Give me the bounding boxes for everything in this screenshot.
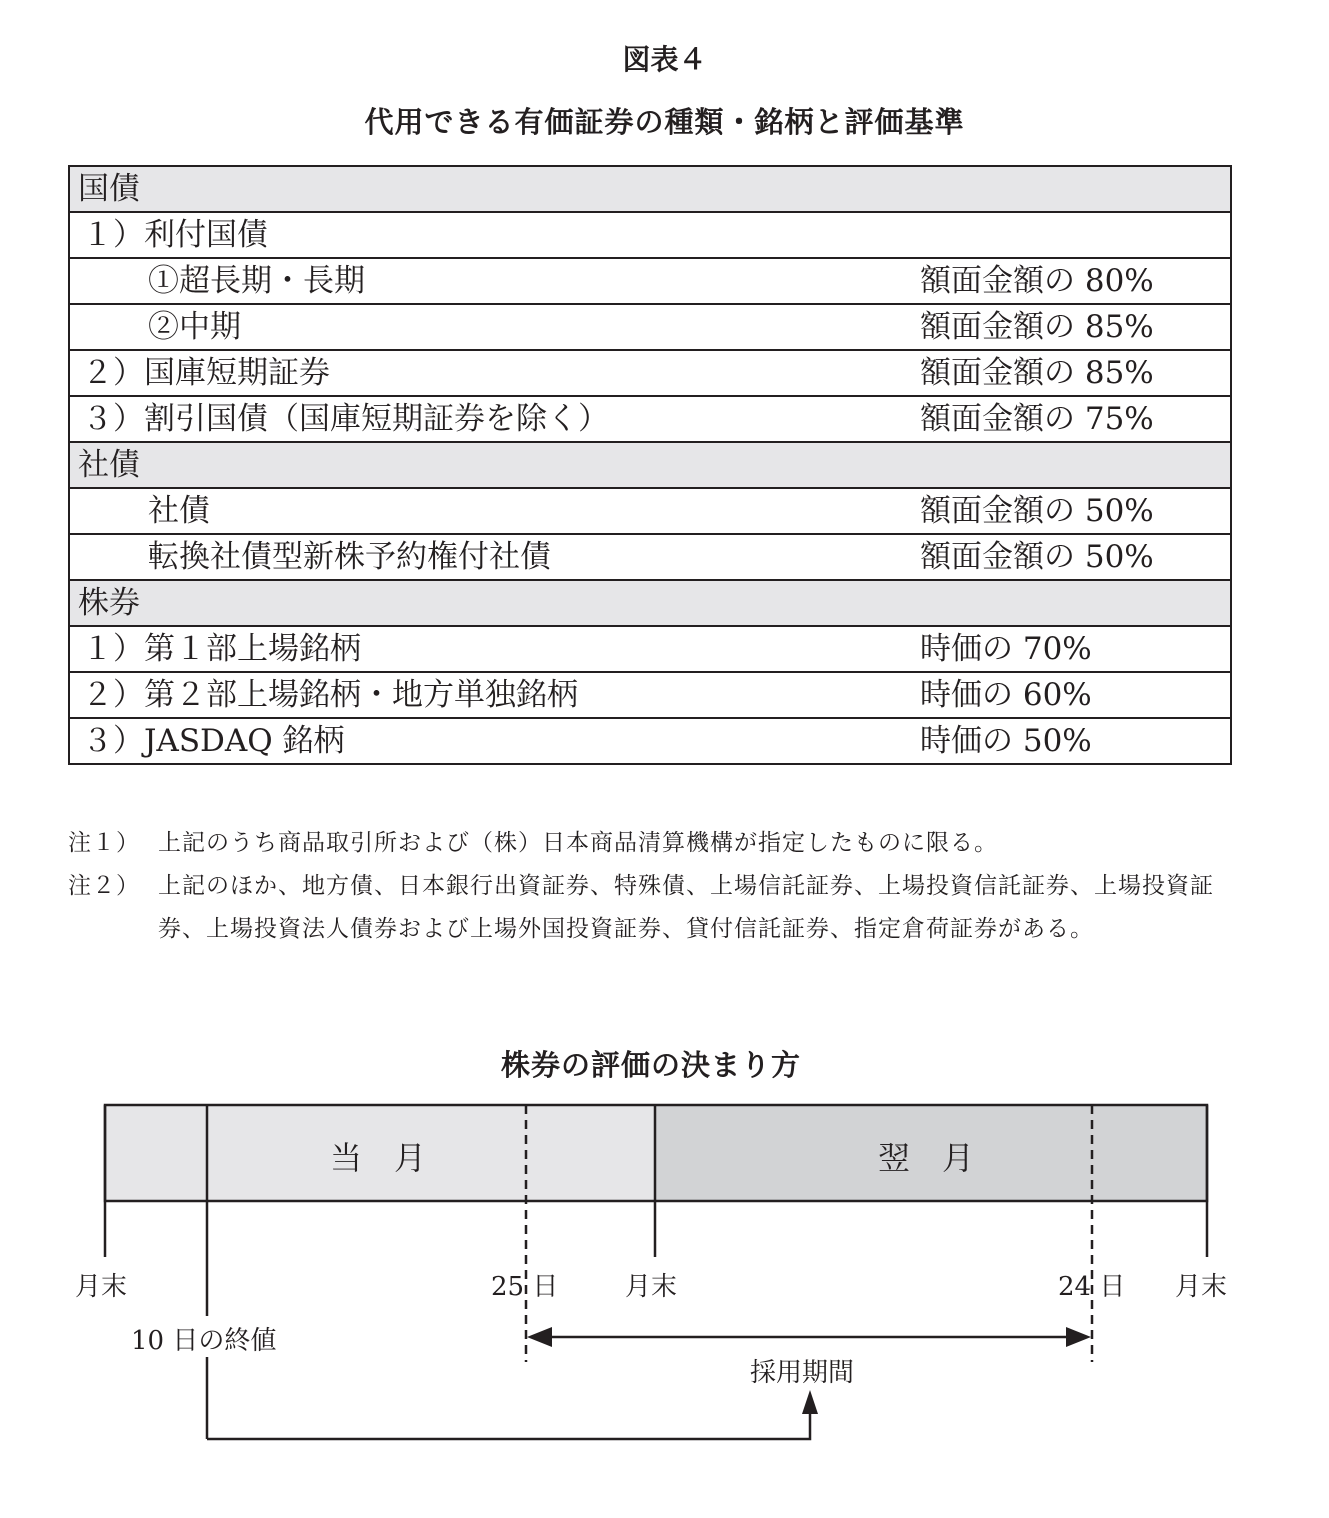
close-to-period-connector xyxy=(207,1412,810,1439)
day-24-label: 24 日 xyxy=(1058,1272,1126,1302)
security-name: ３）JASDAQ 銘柄 xyxy=(69,718,920,764)
next-month-label: 翌 月 xyxy=(878,1139,975,1177)
note-text: 上記のうち商品取引所および（株）日本商品清算機構が指定したものに限る。 xyxy=(158,830,998,856)
category-name: 国債 xyxy=(69,166,920,212)
security-name: １）第１部上場銘柄 xyxy=(69,626,920,672)
arrowhead-right-icon xyxy=(1066,1327,1091,1347)
note-tag: 注１） xyxy=(68,830,140,856)
security-name: 転換社債型新株予約権付社債 xyxy=(69,534,920,580)
valuation-rate: 時価の 60% xyxy=(920,672,1231,718)
figure-label: 図表４ xyxy=(622,43,707,76)
arrowhead-left-icon xyxy=(527,1327,552,1347)
security-name: ①超長期・長期 xyxy=(69,258,920,304)
note-tag: 注２） xyxy=(68,873,140,899)
valuation-rate: 額面金額の 80% xyxy=(920,258,1231,304)
security-name: ２）国庫短期証券 xyxy=(69,350,920,396)
valuation-rate: 額面金額の 85% xyxy=(920,350,1231,396)
valuation-rate: 額面金額の 50% xyxy=(920,534,1231,580)
current-month-label: 当 月 xyxy=(330,1139,427,1177)
next-month-band xyxy=(655,1105,1207,1201)
valuation-rate: 額面金額の 75% xyxy=(920,396,1231,442)
valuation-rate: 時価の 50% xyxy=(920,718,1231,764)
security-name: １）利付国債 xyxy=(69,212,920,258)
security-name: 社債 xyxy=(69,488,920,534)
month-end-label-2: 月末 xyxy=(625,1272,678,1302)
valuation-rate: 額面金額の 50% xyxy=(920,488,1231,534)
arrowhead-up-icon xyxy=(802,1390,818,1414)
figure-title: 代用できる有価証券の種類・銘柄と評価基準 xyxy=(364,105,965,139)
valuation-rate: 時価の 70% xyxy=(920,626,1231,672)
category-name: 株券 xyxy=(69,580,920,626)
valuation-rate: 額面金額の 85% xyxy=(920,304,1231,350)
month-end-label-3: 月末 xyxy=(1175,1272,1228,1302)
diagram-title: 株券の評価の決まり方 xyxy=(500,1048,801,1082)
security-name: ３）割引国債（国庫短期証券を除く） xyxy=(69,396,920,442)
security-name: ②中期 xyxy=(69,304,920,350)
current-month-band xyxy=(105,1105,655,1201)
month-end-label-1: 月末 xyxy=(75,1272,128,1302)
close-price-10th-label: 10 日の終値 xyxy=(131,1320,276,1357)
category-name: 社債 xyxy=(69,442,920,488)
adoption-period-label: 採用期間 xyxy=(750,1358,855,1388)
security-name: ２）第２部上場銘柄・地方単独銘柄 xyxy=(69,672,920,718)
day-25-label: 25 日 xyxy=(491,1272,559,1302)
note-text: 上記のほか、地方債、日本銀行出資証券、特殊債、上場信託証券、上場投資信託証券、上場投資証券、上場投資法人債券および上場外国投資証券、貸付信託証券、指定倉荷証券がある。 xyxy=(158,873,1214,942)
